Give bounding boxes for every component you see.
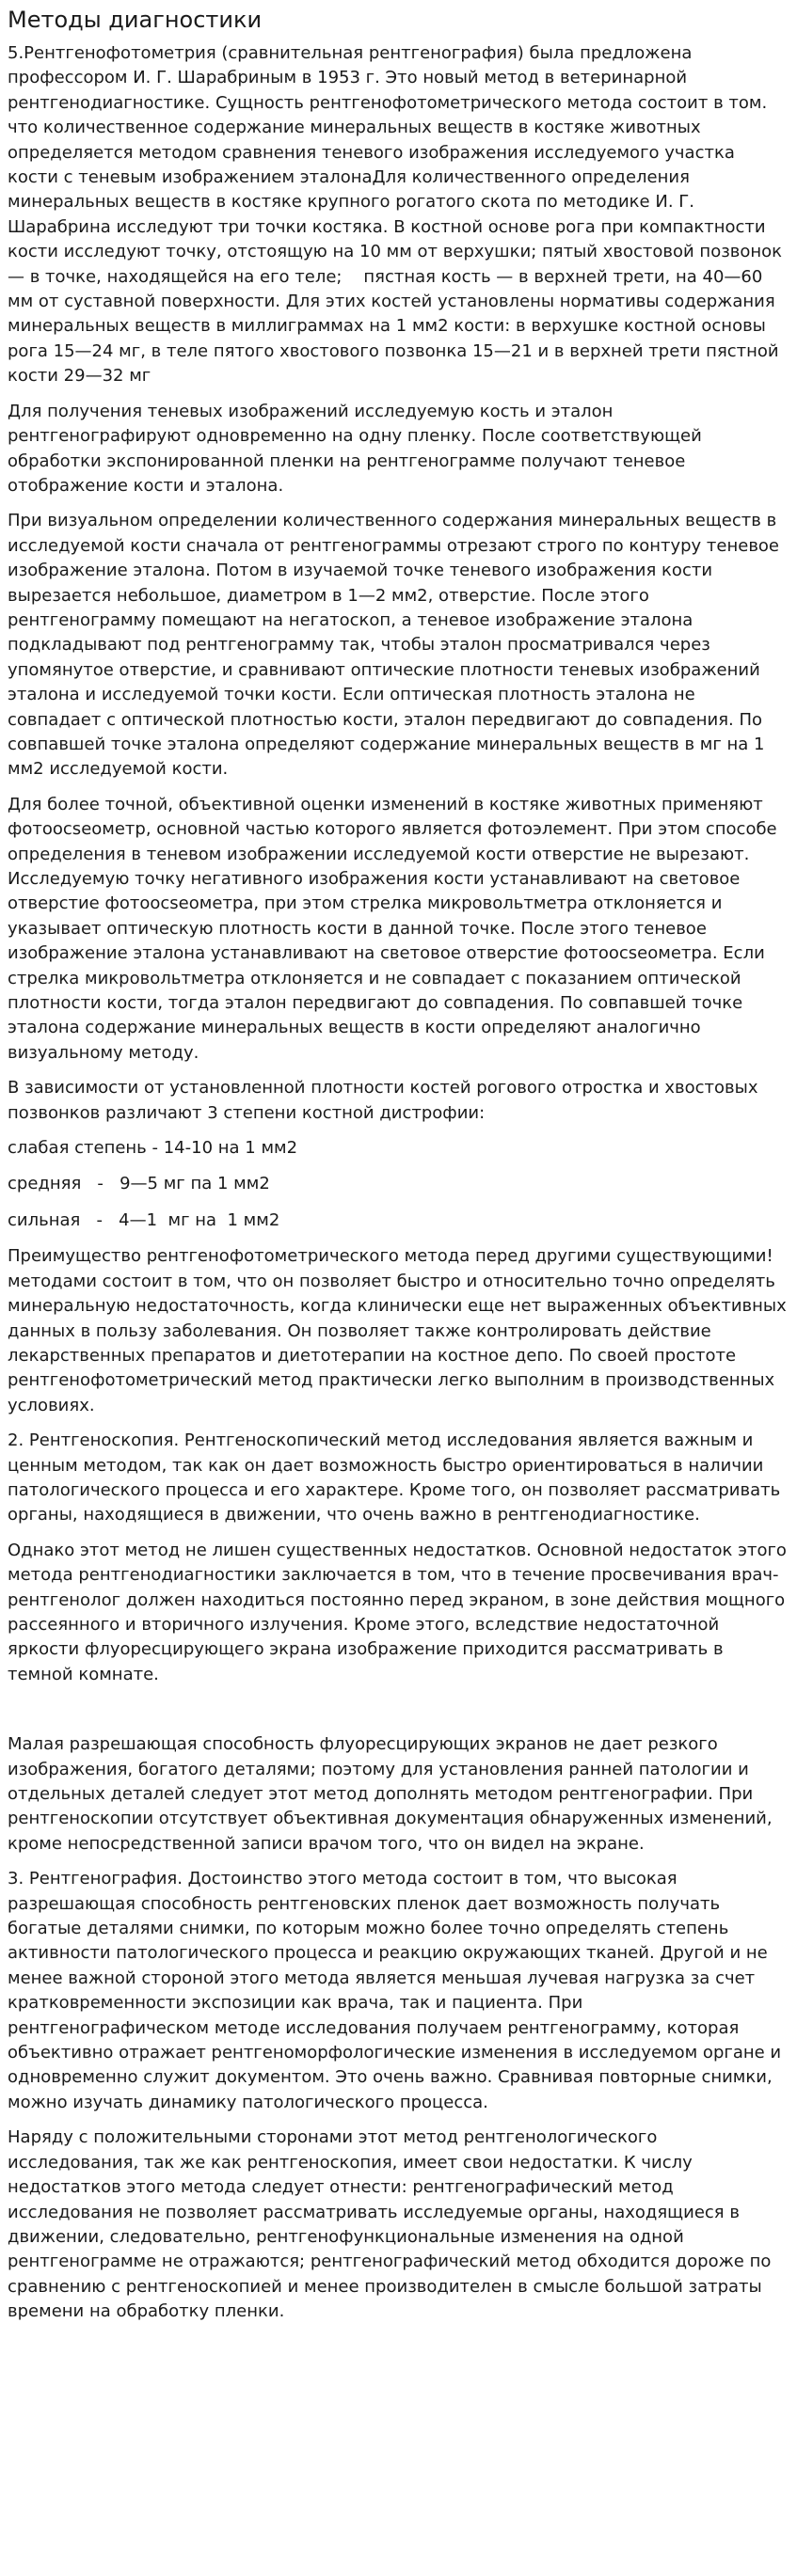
paragraph-rentgenofotometriya: 5.Рентгенофотометрия (сравнительная рентгенография) была предложена профессором И. Г. Шарабриным в 1953 г. Это новый метод в ветеринарной рентгенодиагностике. Сущность рентгенофотометрического метода состоит в том. что количественное содержание минеральных веществ в костяке животных определяется методом сравнения теневого изображения исследуемого участка кости с теневым изображением эталонаДля количественного определения минеральных веществ в костяке крупного рогатого скота по методике И. Г. Шарабрина исследуют три точки костяка. В костной основе рога при компактности кости исследуют точку, отстоящую на 10 мм от верхушки; пятый хвостовой позвонок — в точке, находящейся на его теле; пястная кость — в верхней трети, на 40—60 мм от суставной поверхности. Для этих костей установлены нормативы содержания минеральных веществ в миллиграммах на 1 мм2 кости: в верхушке костной основы рога 15—24 мг, в теле пятого хвостового позвонка 15—21 и в верхней трети пястной кости 29—32 мг: [8, 43, 788, 387]
paragraph-rentgenoskopiya: 2. Рентгеноскопия. Рентгеноскопический метод исследования является важным и ценным методом, так как он дает возможность быстро ориентироваться в наличии патологического процесса и его характере. Кроме того, он позволяет рассматривать органы, находящиеся в движении, что очень важно в рентгенодиагностике.: [8, 1430, 786, 1525]
blank-gap: [8, 1698, 789, 1732]
degree-severe: сильная - 4—1 мг на 1 мм2: [8, 1209, 280, 1230]
paragraph-method-advantage: Преимущество рентгенофотометрического метода перед другими существующими! методами состоит в том, что он позволяет быстро и относительно точно определять минеральную недостаточность, когда клинически еще нет выраженных объективных данных в пользу заболевания. Он позволяет также контролировать действие лекарственных препаратов и диетотерапии на костное депо. По своей простоте рентгенофотометрический метод практически легко выполним в производственных условиях.: [8, 1246, 792, 1415]
paragraph-rentgenografiya: 3. Рентгенография. Достоинство этого метода состоит в том, что высокая разрешающая способность рентгеновских пленок дает возможность получать богатые деталями снимки, по которым можно более точно определять степень активности патологического процесса и реакцию окружающих тканей. Другой и не менее важной стороной этого метода является меньшая лучевая нагрузка за счет кратковременности экспозиции как врача, так и пациента. При рентгенографическом методе исследования получаем рентгенограмму, которая объективно отражает рентгеноморфологические изменения в исследуемом органе и одновременно служит документом. Это очень важно. Сравнивая повторные снимки, можно изучать динамику патологического процесса.: [8, 1869, 787, 2112]
degree-medium: средняя - 9—5 мг па 1 мм2: [8, 1174, 270, 1194]
paragraph-shadow-images: Для получения теневых изображений исследуемую кость и эталон рентгенографируют одновременно на одну пленку. После соответствующей обработки экспонированной пленки на рентгенограмме получают теневое отображение кости и эталона.: [8, 401, 708, 496]
paragraph-photoosteometer: Для более точной, объективной оценки изменений в костяке животных применяют фотоосseoметр, основной частью которого является фотоэлемент. При этом способе определения в теневом изображении исследуемой кости отверстие не вырезают. Исследуемую точку негативного изображения кости устанавливают на световое отверстие фотоосseoметра, при этом стрелка микровольтметра отклоняется и указывает оптическую плотность кости в данной точке. После этого теневое изображение эталона устанавливают на световое отверстие фотоосseoметра. Если стрелка микровольтметра отклоняется и не совпадает с показанием оптической плотности кости, тогда эталон передвигают до совпадения. По совпавшей точке эталона содержание минеральных веществ в кости определяют аналогично визуальному методу.: [8, 794, 783, 1063]
paragraph-rentgenoskopiya-drawbacks: Однако этот метод не лишен существенных недостатков. Основной недостаток этого метода рентгенодиагностики заключается в том, что в течение просвечивания врач-рентгенолог должен находиться постоянно перед экраном, в зоне действия мощного рассеянного и вторичного излучения. Кроме этого, вследствие недостаточной яркости флуоресцирующего экрана изображение приходится рассматривать в темной комнате.: [8, 1540, 792, 1684]
paragraph-rentgenografiya-drawbacks: Наряду с положительными сторонами этот метод рентгенологического исследования, так же как рентгеноскопия, имеет свои недостатки. К числу недостатков этого метода следует отнести: рентгенографический метод исследования не позволяет рассматривать исследуемые органы, находящиеся в движении, следовательно, рентгенофункциональные изменения на одной рентгенограмме не отражаются; рентгенографический метод обходится дороже по сравнению с рентгеноскопией и менее производителен в смысле большой затраты времени на обработку пленки.: [8, 2127, 777, 2322]
degree-mild: слабая степень - 14-10 на 1 мм2: [8, 1138, 298, 1159]
paragraph-dystrophy-degrees-intro: В зависимости от установленной плотности костей рогового отростка и хвостовых позвонков различают 3 степени костной дистрофии:: [8, 1078, 764, 1123]
page-title: Методы диагностики: [8, 7, 263, 33]
paragraph-visual-method: При визуальном определении количественного содержания минеральных веществ в исследуемой кости сначала от рентгенограммы отрезают строго по контуру теневое изображение эталона. Потом в изучаемой точке теневого изображения кости вырезается небольшое, диаметром в 1—2 мм2, отверстие. После этого рентгенограмму помещают на негатоскоп, а теневое изображение эталона подкладывают под рентгенограмму так, чтобы эталон просматривался через упомянутое отверстие, и сравнивают оптические плотности теневых изображений эталона и исследуемой точки кости. Если оптическая плотность эталона не совпадает с оптической плотностью кости, эталон передвигают до совпадения. По совпавшей точке эталона определяют содержание минеральных веществ в мг на 1 мм2 исследуемой кости.: [8, 511, 785, 780]
paragraph-low-resolution: Малая разрешающая способность флуоресцирующих экранов не дает резкого изображения, богатого деталями; поэтому для установления ранней патологии и отдельных деталей следует этот метод дополнять методом рентгенографии. При рентгеноскопии отсутствует объективная документация обнаруженных изменений, кроме непосредственной записи врачом того, что он видел на экране.: [8, 1734, 778, 1854]
